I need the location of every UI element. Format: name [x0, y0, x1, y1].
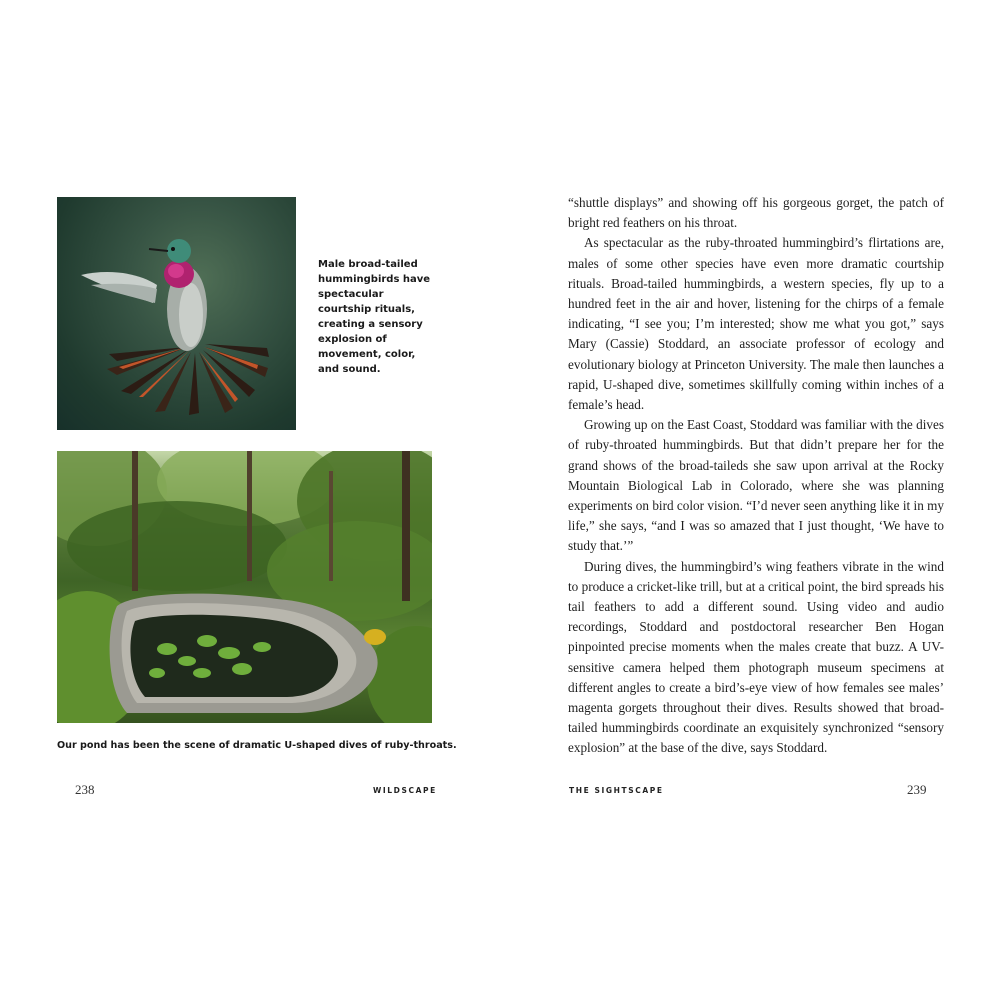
paragraph: Growing up on the East Coast, Stoddard was familiar with the dives of ruby-throated hummingbirds. But that didn’t prepare her for the grand shows of the broad-taileds she saw upon arrival at the Rocky Mountain Biological Lab in Colorado, where she was planning experiments on bird color vision. “I’d never seen anything like it in my life,” she says, “and I was so amazed that I just thought, ‘We have to study that.’” — [568, 417, 944, 554]
right-page — [500, 0, 1000, 1000]
running-head: THE SIGHTSCAPE — [569, 786, 664, 795]
hummingbird-illustration — [57, 197, 296, 430]
pond-illustration — [57, 451, 432, 723]
pond-photo — [57, 451, 432, 723]
paragraph: “shuttle displays” and showing off his gorgeous gorget, the patch of bright red feathers on his throat. — [568, 195, 944, 231]
body-text — [568, 193, 944, 759]
paragraph: As spectacular as the ruby-throated hummingbird’s flirtations are, males of some other species have even more dramatic courtship rituals. Broad-tailed hummingbirds, a western species, fly up to a hundred feet in the air and hover, listening for the chirps of a female indicating, “I see you; I’m interested; show me what you got,” says Mary (Cassie) Stoddard, an associate professor of ecology and evolutionary biology at Princeton University. The male then launches a rapid, U-shaped dive, sometimes skillfully coming within inches of a female’s head. — [568, 235, 944, 413]
page-number: 238 — [75, 782, 95, 797]
hummingbird-photo — [57, 197, 296, 430]
running-head: WILDSCAPE — [373, 786, 437, 795]
hummingbird-caption: Male broad-tailed hummingbirds have spectacular courtship rituals, creating a sensory explosion of movement, color, and sound. — [318, 259, 431, 375]
page-number: 239 — [907, 782, 927, 797]
paragraph: During dives, the hummingbird’s wing feathers vibrate in the wind to produce a cricket-like trill, but at a critical point, the bird spreads his tail feathers to add a different sound. Using video and audio recordings, Stoddard and postdoctoral researcher Ben Hogan pinpointed precise moments when the males create that buzz. A UV-sensitive camera helped them photograph museum specimens at different angles to create a bird’s-eye view of how females see males’ magenta gorgets throughout their dives. Results showed that broad-tailed hummingbirds coordinate an exquisitely synchronized “sensory explosion” at the base of the dive, says Stoddard. — [568, 558, 944, 756]
pond-caption: Our pond has been the scene of dramatic U-shaped dives of ruby-throats. — [57, 740, 457, 751]
